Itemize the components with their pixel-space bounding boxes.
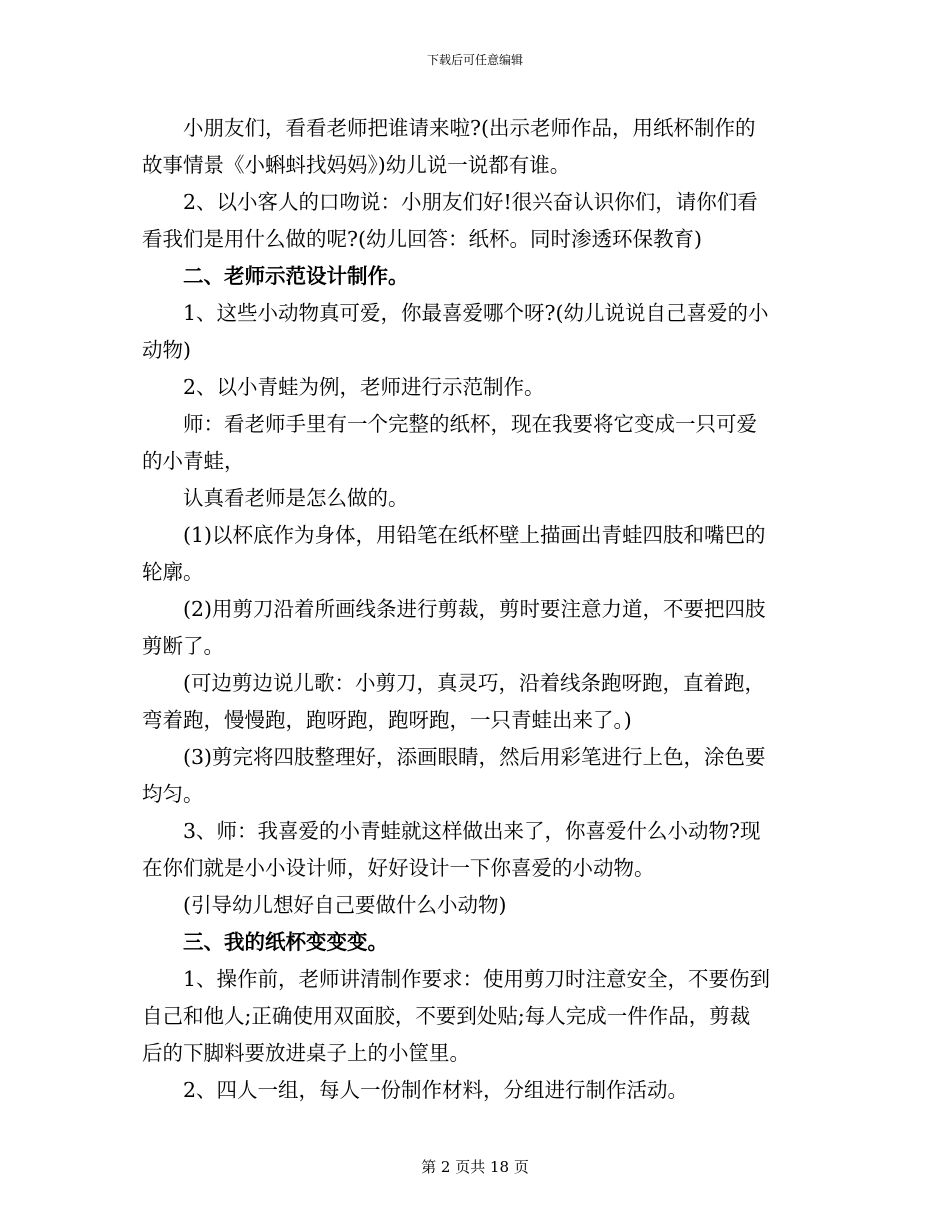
text-line: 均匀。 <box>142 782 204 806</box>
text-line: 自己和他人;正确使用双面胶，不要到处贴;每人完成一件作品，剪裁 <box>142 1004 751 1028</box>
text-line: (可边剪边说儿歌：小剪刀，真灵巧，沿着线条跑呀跑，直着跑， <box>183 671 765 695</box>
text-line: 弯着跑，慢慢跑，跑呀跑，跑呀跑，一只青蛙出来了。) <box>142 708 632 732</box>
text-line: 2、四人一组，每人一份制作材料，分组进行制作活动。 <box>183 1078 689 1102</box>
section-heading: 三、我的纸杯变变变。 <box>183 930 388 954</box>
text-line: 小朋友们，看看老师把谁请来啦?(出示老师作品，用纸杯制作的 <box>183 116 756 140</box>
text-line: 3、师：我喜爱的小青蛙就这样做出来了，你喜爱什么小动物?现 <box>183 819 761 843</box>
text-line: (3)剪完将四肢整理好，添画眼睛，然后用彩笔进行上色，涂色要 <box>183 745 766 769</box>
text-line: 轮廓。 <box>142 560 204 584</box>
text-line: 认真看老师是怎么做的。 <box>183 486 409 510</box>
text-line: 2、以小青蛙为例，老师进行示范制作。 <box>183 375 545 399</box>
page-header: 下载后可任意编辑 <box>426 53 523 67</box>
text-line: 看我们是用什么做的呢?(幼儿回答：纸杯。同时渗透环保教育) <box>142 227 702 251</box>
page-footer: 第 2 页共 18 页 <box>421 1158 529 1176</box>
text-line: 1、操作前，老师讲清制作要求：使用剪刀时注意安全，不要伤到 <box>183 967 771 991</box>
text-line: 故事情景《小蝌蚪找妈妈》)幼儿说一说都有谁。 <box>142 153 571 177</box>
document-body <box>142 110 812 1109</box>
section-heading: 二、老师示范设计制作。 <box>183 264 409 288</box>
text-line: 2、以小客人的口吻说：小朋友们好!很兴奋认识你们，请你们看 <box>183 190 758 214</box>
text-line: 1、这些小动物真可爱，你最喜爱哪个呀?(幼儿说说自己喜爱的小 <box>183 301 769 325</box>
text-line: 动物) <box>142 338 191 362</box>
text-line: 后的下脚料要放进桌子上的小筐里。 <box>142 1041 470 1065</box>
text-line: 在你们就是小小设计师，好好设计一下你喜爱的小动物。 <box>142 856 655 880</box>
text-line: 的小青蛙， <box>142 449 245 473</box>
text-line: 师：看老师手里有一个完整的纸杯，现在我要将它变成一只可爱 <box>183 412 757 436</box>
text-line: (2)用剪刀沿着所画线条进行剪裁，剪时要注意力道，不要把四肢 <box>183 597 766 621</box>
text-line: (引导幼儿想好自己要做什么小动物) <box>183 893 507 917</box>
text-line: (1)以杯底作为身体，用铅笔在纸杯壁上描画出青蛙四肢和嘴巴的 <box>183 523 766 547</box>
text-line: 剪断了。 <box>142 634 224 658</box>
